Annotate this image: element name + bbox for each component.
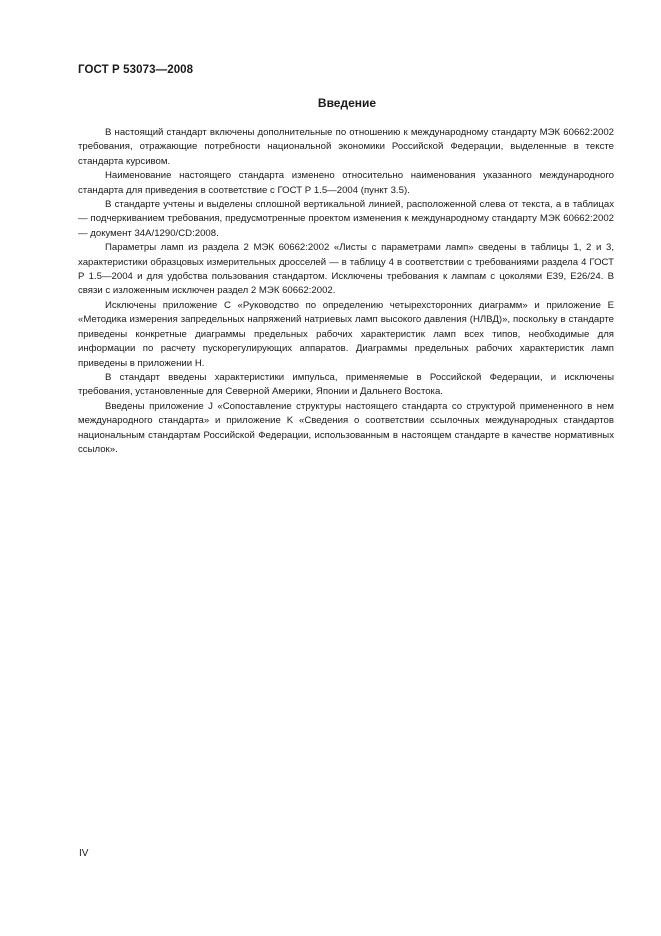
paragraph: Параметры ламп из раздела 2 МЭК 60662:2002 «Листы с параметрами ламп» сведены в таблицы 1, 2 и 3, характеристики образцовых измерительных дросселей — в таблицу 4 в соответствии с требованиями раздела 4 ГОСТ Р 1.5—2004 и для удобства пользования стандартом. Исключены требования к лампам с цоколями E39, E26/24. В связи с изложенным исключен раздел 2 МЭК 60662:2002. [78, 242, 614, 297]
page-number: IV [79, 848, 89, 859]
paragraph: В настоящий стандарт включены дополнительные по отношению к международному стандарту МЭК 60662:2002 требования, отражающие потребности национальной экономики Российской Федерации, выделенные в тексте стандарта курсивом. [78, 127, 614, 167]
paragraph: В стандарте учтены и выделены сплошной вертикальной линией, расположенной слева от текста, а в таблицах — подчеркиванием требования, предусмотренные проектом изменения к международному стандарту МЭК 60662:2002 — документ 34A/1290/CD:2008. [78, 199, 614, 239]
page-title: Введение [317, 96, 377, 110]
document-header: ГОСТ Р 53073—2008 [78, 64, 194, 76]
paragraph: Наименование настоящего стандарта изменено относительно наименования указанного международного стандарта для приведения в соответствие с ГОСТ Р 1.5—2004 (пункт 3.5). [78, 170, 614, 196]
paragraph: Введены приложение J «Сопоставление структуры настоящего стандарта со структурой примененного в нем международного стандарта» и приложение K «Сведения о соответствии ссылочных международных стандартов национальным стандартам Российской Федерации, использованным в настоящем стандарте в качестве нормативных ссылок». [78, 400, 614, 455]
paragraph: В стандарт введены характеристики импульса, применяемые в Российской Федерации, и исключены требования, установленные для Северной Америки, Японии и Дальнего Востока. [78, 371, 614, 398]
paragraph: Исключены приложение С «Руководство по определению четырехсторонних диаграмм» и приложение Е «Методика измерения запредельных напряжений натриевых ламп высокого давления (НЛВД)», поскольку в стандарте приведены конкретные диаграммы предельных рабочих характеристик ламп всех типов, необходимые для информации по расчету пускорегулирующих аппаратов. Диаграммы предельных рабочих характеристик ламп приведены в приложении Н. [78, 299, 614, 369]
introduction-body [78, 126, 614, 457]
